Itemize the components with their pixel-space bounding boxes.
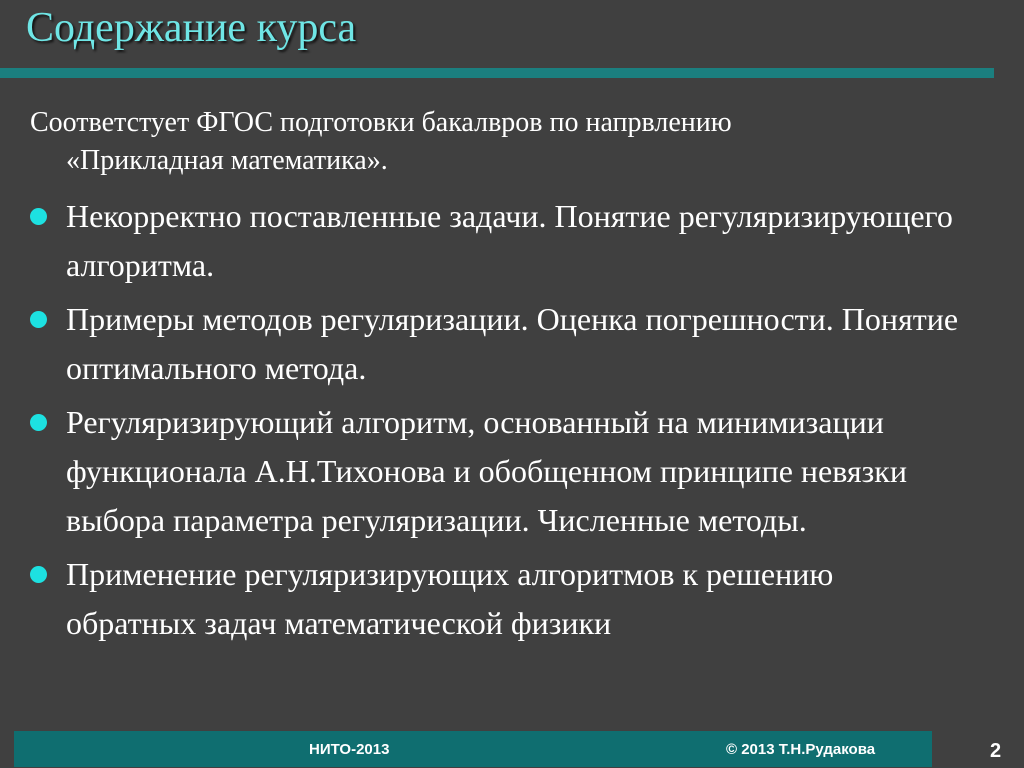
intro-line-2: «Прикладная математика». (66, 145, 388, 176)
bullet-dot-icon (30, 566, 47, 583)
slide-title: Содержание курса (26, 5, 357, 51)
page-number: 2 (990, 740, 1002, 762)
bullet-text: Некорректно поставленные задачи. Понятие регуляризирующего алгоритма. (66, 198, 953, 283)
footer-bar (14, 731, 932, 767)
intro-paragraph (30, 104, 930, 180)
bullet-text: Примеры методов регуляризации. Оценка погрешности. Понятие оптимального метода. (66, 301, 959, 386)
bullet-item (30, 398, 970, 545)
bullet-item (30, 192, 970, 290)
bullet-item (30, 295, 970, 393)
intro-line-1: Соответстует ФГОС подготовки бакалвров по напрвлению (30, 107, 732, 138)
bullet-dot-icon (30, 414, 47, 431)
bullet-list (30, 192, 970, 653)
bullet-item (30, 550, 970, 648)
bullet-text: Применение регуляризирующих алгоритмов к решению обратных задач математической физики (66, 556, 834, 641)
bullet-text: Регуляризирующий алгоритм, основанный на минимизации функционала А.Н.Тихонова и обобщенном принципе невязки выбора параметра регуляризации. Численные методы. (66, 404, 907, 538)
title-divider (0, 68, 994, 78)
bullet-dot-icon (30, 311, 47, 328)
footer-copyright: © 2013 Т.Н.Рудакова (726, 741, 876, 758)
bullet-dot-icon (30, 208, 47, 225)
footer-event-label: НИТО-2013 (309, 741, 390, 758)
